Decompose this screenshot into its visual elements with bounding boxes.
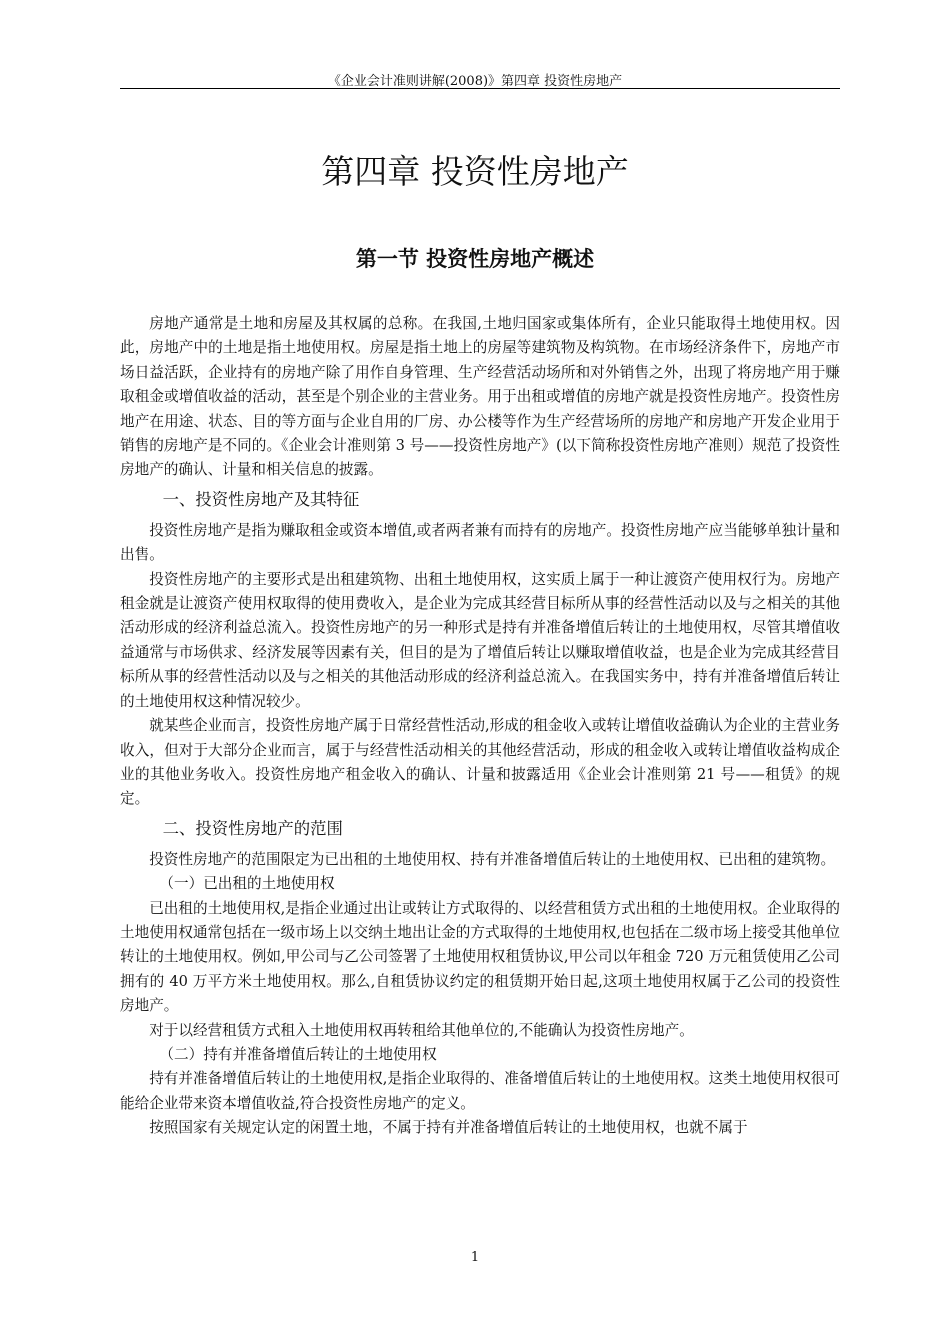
- section-title: 第一节 投资性房地产概述: [355, 247, 595, 271]
- paragraph-scope: 投资性房地产的范围限定为已出租的土地使用权、持有并准备增值后转让的土地使用权、已出租的建筑物。: [149, 850, 836, 868]
- paragraph-revenue: 就某些企业而言，投资性房地产属于日常经营性活动,形成的租金收入或转让增值收益确认为企业的主营业务收入，但对于大部分企业而言，属于与经营性活动相关的其他经营活动，形成的租金收入或转让增值收益构成企业的其他业务收入。投资性房地产租金收入的确认、计量和披露适用《企业会计准则第 21 号——租赁》的规定。: [120, 717, 840, 808]
- paragraph-idle-land: 按照国家有关规定认定的闲置土地，不属于持有并准备增值后转让的土地使用权，也就不属于: [149, 1119, 748, 1137]
- subheading-leased-land: （一）已出租的土地使用权: [159, 875, 335, 893]
- chapter-title: 第四章 投资性房地产: [321, 152, 629, 191]
- paragraph-sublease: 对于以经营租赁方式租入土地使用权再转租给其他单位的,不能确认为投资性房地产。: [149, 1021, 694, 1039]
- running-header: 《企业会计准则讲解(2008)》第四章 投资性房地产: [327, 74, 623, 89]
- paragraph-main-forms: 投资性房地产的主要形式是出租建筑物、出租土地使用权，这实质上属于一种让渡资产使用权行为。房地产租金就是让渡资产使用权取得的使用费收入，是企业为完成其经营目标所从事的经营性活动以及与之相关的其他活动形成的经济利益总流入。投资性房地产的另一种形式是持有并准备增值后转让的土地使用权，尽管其增值收益通常与市场供求、经济发展等因素有关，但目的是为了增值后转让以赚取增值收益，也是企业为完成其经营目标所从事的经营性活动以及与之相关的其他活动形成的经济利益总流入。在我国实务中，持有并准备增值后转让的土地使用权这种情况较少。: [120, 570, 840, 710]
- page-number: 1: [470, 1250, 480, 1265]
- paragraph-definition: 投资性房地产是指为赚取租金或资本增值,或者两者兼有而持有的房地产。投资性房地产应当能够单独计量和出售。: [120, 521, 840, 564]
- paragraph-leased-land: 已出租的土地使用权,是指企业通过出让或转让方式取得的、以经营租赁方式出租的土地使用权。企业取得的土地使用权通常包括在一级市场上以交纳土地出让金的方式取得的土地使用权,也包括在二级市场上接受其他单位转让的土地使用权。例如,甲公司与乙公司签署了土地使用权租赁协议,甲公司以年租金 720 万元租赁使用乙公司拥有的 40 万平方米土地使用权。那么,自租赁协议约定的租赁期开始日起,这项土地使用权属于乙公司的投资性房地产。: [120, 899, 840, 1015]
- paragraph-held-land: 持有并准备增值后转让的土地使用权,是指企业取得的、准备增值后转让的土地使用权。这类土地使用权很可能给企业带来资本增值收益,符合投资性房地产的定义。: [120, 1070, 840, 1112]
- heading-scope: 二、投资性房地产的范围: [162, 818, 343, 838]
- heading-characteristics: 一、投资性房地产及其特征: [162, 489, 360, 509]
- paragraph-intro: 房地产通常是土地和房屋及其权属的总称。在我国,土地归国家或集体所有，企业只能取得土地使用权。因此，房地产中的土地是指土地使用权。房屋是指土地上的房屋等建筑物及构筑物。在市场经济条件下，房地产市场日益活跃，企业持有的房地产除了用作自身管理、生产经营活动场所和对外销售之外，出现了将房地产用于赚取租金或增值收益的活动，甚至是个别企业的主营业务。用于出租或增值的房地产就是投资性房地产。投资性房地产在用途、状态、目的等方面与企业自用的厂房、办公楼等作为生产经营场所的房地产和房地产开发企业用于销售的房地产是不同的。《企业会计准则第 3 号——投资性房地产》(以下简称投资性房地产准则）规范了投资性房地产的确认、计量和相关信息的披露。: [120, 315, 840, 479]
- header-divider: [120, 88, 840, 89]
- document-body: [120, 312, 840, 1141]
- subheading-held-land: （二）持有并准备增值后转让的土地使用权: [159, 1045, 437, 1063]
